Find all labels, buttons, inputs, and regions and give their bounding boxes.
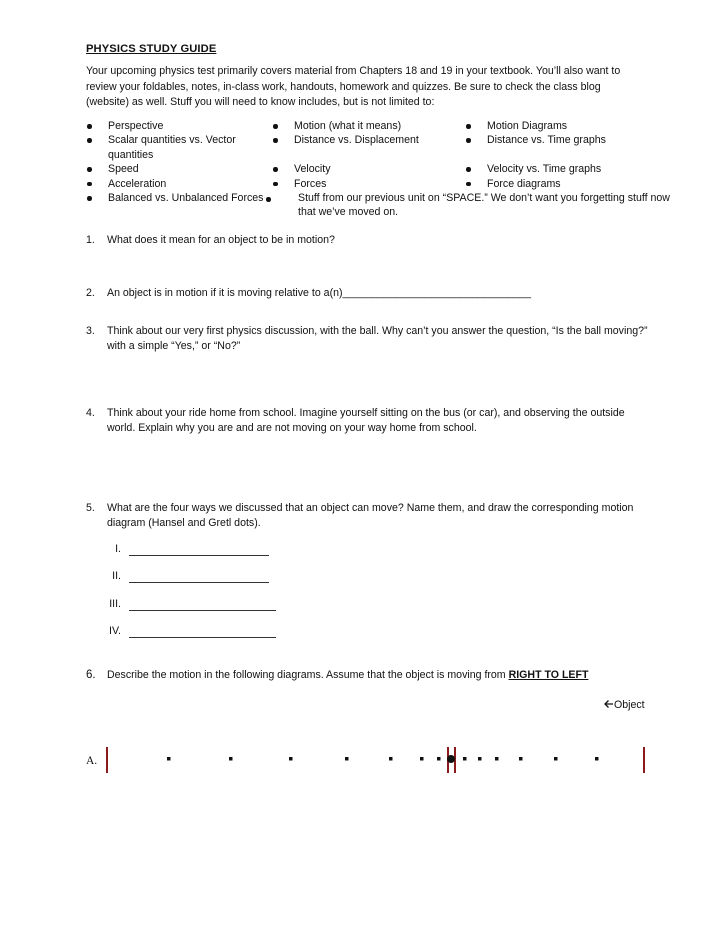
topic-item: Forces — [272, 177, 462, 191]
motion-dot — [389, 757, 393, 761]
topic-item: Velocity vs. Time graphs — [465, 162, 665, 176]
question-text: What does it mean for an object to be in motion? — [107, 234, 335, 246]
motion-dot — [437, 757, 441, 761]
motion-dots — [167, 755, 599, 763]
motion-dot — [167, 757, 171, 761]
question-number: 4. — [86, 407, 95, 419]
object-label: Object — [614, 699, 645, 711]
question-number: 1. — [86, 234, 95, 246]
topic-item: Speed — [86, 162, 271, 176]
left-frame-mark — [106, 747, 108, 773]
object-start-dot — [447, 755, 455, 763]
diagram-a-label: A. — [86, 755, 98, 767]
motion-dot — [595, 757, 599, 761]
direction-emphasis: RIGHT TO LEFT — [508, 669, 589, 681]
page-title: PHYSICS STUDY GUIDE — [86, 43, 217, 55]
topic-item: Velocity — [272, 162, 462, 176]
motion-dot — [478, 757, 482, 761]
topic-item: Scalar quantities vs. Vector quantities — [86, 133, 271, 162]
motion-dot — [519, 757, 523, 761]
question-6-text: Describe the motion in the following diagrams. Assume that the object is moving from — [107, 669, 509, 681]
diagram-frame-marks — [106, 747, 645, 773]
motion-dot — [229, 757, 233, 761]
question-number: 2. — [86, 287, 95, 299]
question-text: What are the four ways we discussed that an object can move? Name them, and draw the corresponding motion diagram (Hansel and Gretl dots). — [107, 502, 634, 530]
topic-item-previous-unit: Stuff from our previous unit on “SPACE.” We don’t want you forgetting stuff now that we’ve moved on. — [262, 191, 678, 220]
question-text: Think about your ride home from school. Imagine yourself sitting on the bus (or car), and observing the outside world. Explain why you are and are not moving on your way home from school. — [107, 407, 625, 435]
topic-item: Balanced vs. Unbalanced Forces — [86, 191, 271, 205]
question-number: 6. — [86, 669, 96, 681]
roman-numeral: III. — [109, 598, 121, 610]
roman-numeral: IV. — [109, 625, 121, 637]
topic-item: Force diagrams — [465, 177, 665, 191]
right-frame-mark — [643, 747, 645, 773]
topic-item: Perspective — [86, 119, 271, 133]
topic-item: Motion Diagrams — [465, 119, 665, 133]
question-number: 5. — [86, 502, 95, 514]
question-text: Think about our very first physics discussion, with the ball. Why can’t you answer the question, “Is the ball moving?” with a simple “Yes,” or “No?” — [107, 325, 648, 353]
motion-dot — [554, 757, 558, 761]
motion-dot — [345, 757, 349, 761]
motion-dot — [289, 757, 293, 761]
question-text: An object is in motion if it is moving relative to a(n)________________________________ — [107, 287, 532, 299]
topic-item: Distance vs. Time graphs — [465, 133, 665, 147]
topic-item: Motion (what it means) — [272, 119, 462, 133]
intro-paragraph: Your upcoming physics test primarily covers material from Chapters 18 and 19 in your textbook. You’ll also want to review your foldables, notes, in-class work, handouts, homework and quizzes. Be sure to check the class blog (website) as well. Stuff you will need to know includes, but is not limited to: — [86, 65, 621, 109]
question-number: 3. — [86, 325, 95, 337]
topic-item: Distance vs. Displacement — [272, 133, 462, 147]
motion-dot — [420, 757, 424, 761]
topic-item: Acceleration — [86, 177, 271, 191]
motion-dot — [495, 757, 499, 761]
motion-dot — [463, 757, 467, 761]
roman-numeral: I. — [115, 543, 121, 555]
roman-numeral: II. — [112, 570, 121, 582]
